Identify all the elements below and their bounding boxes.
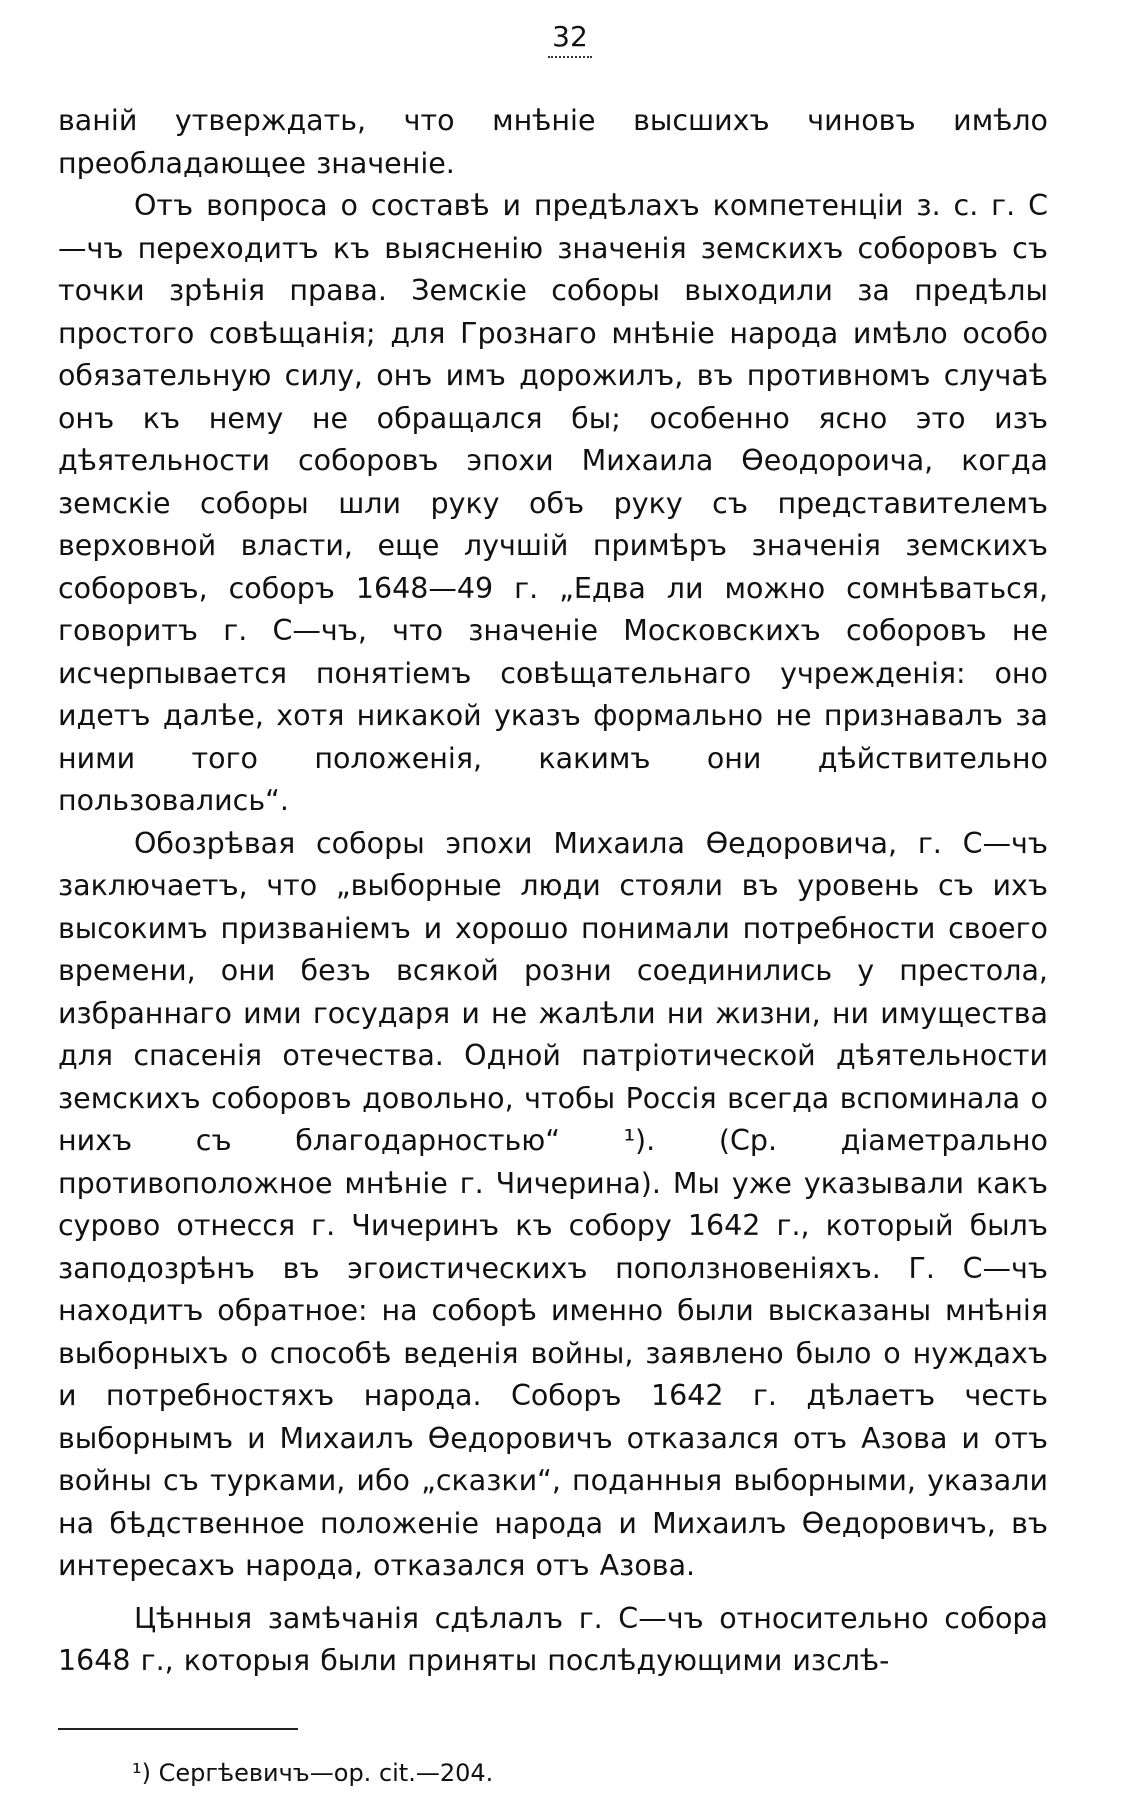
footnote-text: Сергѣевичъ—op. cit.—204. xyxy=(158,1759,494,1787)
body-text xyxy=(58,100,1048,1683)
paragraph-2: Отъ вопроса о составѣ и предѣлахъ компетенціи з. с. г. С—чъ переходитъ къ выясненію значенія земскихъ соборовъ съ точки зрѣнія права. Земскіе соборы выходили за предѣлы простого совѣщанія; для Грознаго мнѣніе народа имѣло особо обязательную силу, онъ имъ дорожилъ, въ противномъ случаѣ онъ къ нему не обращался бы; особенно ясно это изъ дѣятельности соборовъ эпохи Михаила Өеодороича, когда земскіе соборы шли руку объ руку съ представителемъ верховной власти, еще лучшій примѣръ значенія земскихъ соборовъ, соборъ 1648—49 г. „Едва ли можно сомнѣваться, говоритъ г. С—чъ, что значеніе Московскихъ соборовъ не исчерпывается понятіемъ совѣщательнаго учрежденія: оно идетъ далѣе, хотя никакой указъ формально не признавалъ за ними того положенія, какимъ они дѣйствительно пользовались“. xyxy=(58,189,1048,817)
footnote xyxy=(132,1758,493,1788)
page-number xyxy=(0,20,1140,58)
paragraph-1: ваній утверждать, что мнѣніе высшихъ чиновъ имѣло преобладающее значеніе. xyxy=(58,104,1048,180)
paragraph-3: Обозрѣвая соборы эпохи Михаила Өедоровича, г. С—чъ заключаетъ, что „выборные люди стояли въ уровень съ ихъ высокимъ призваніемъ и хорошо понимали потребности своего времени, они безъ всякой розни соединились у престола, избраннаго ими государя и не жалѣли ни жизни, ни имущества для спасенія отечества. Одной патріотической дѣятельности земскихъ соборовъ довольно, чтобы Россія всегда вспоминала о нихъ съ благодарностью“ ¹). (Ср. діаметрально противоположное мнѣніе г. Чичерина). Мы уже указывали какъ сурово отнесся г. Чичеринъ къ собору 1642 г., который былъ заподозрѣнъ въ эгоистическихъ поползновеніяхъ. Г. С—чъ находитъ обратное: на соборѣ именно были высказаны мнѣнія выборныхъ о способѣ веденія войны, заявлено было о нуждахъ и потребностяхъ народа. Соборъ 1642 г. дѣлаетъ честь выборнымъ и Михаилъ Өедоровичъ отказался отъ Азова и отъ войны съ турками, ибо „сказки“, поданныя выборными, указали на бѣдственное положеніе народа и Михаилъ Өедоровичъ, въ интересахъ народа, отказался отъ Азова. xyxy=(58,826,1048,1582)
page-number-text: 32 xyxy=(548,20,592,58)
paragraph-4: Цѣнныя замѣчанія сдѣлалъ г. С—чъ относительно собора 1648 г., которыя были приняты послѣдующими изслѣ- xyxy=(58,1601,1048,1677)
footnote-marker: ¹) xyxy=(132,1759,151,1787)
footnote-separator xyxy=(58,1728,298,1730)
